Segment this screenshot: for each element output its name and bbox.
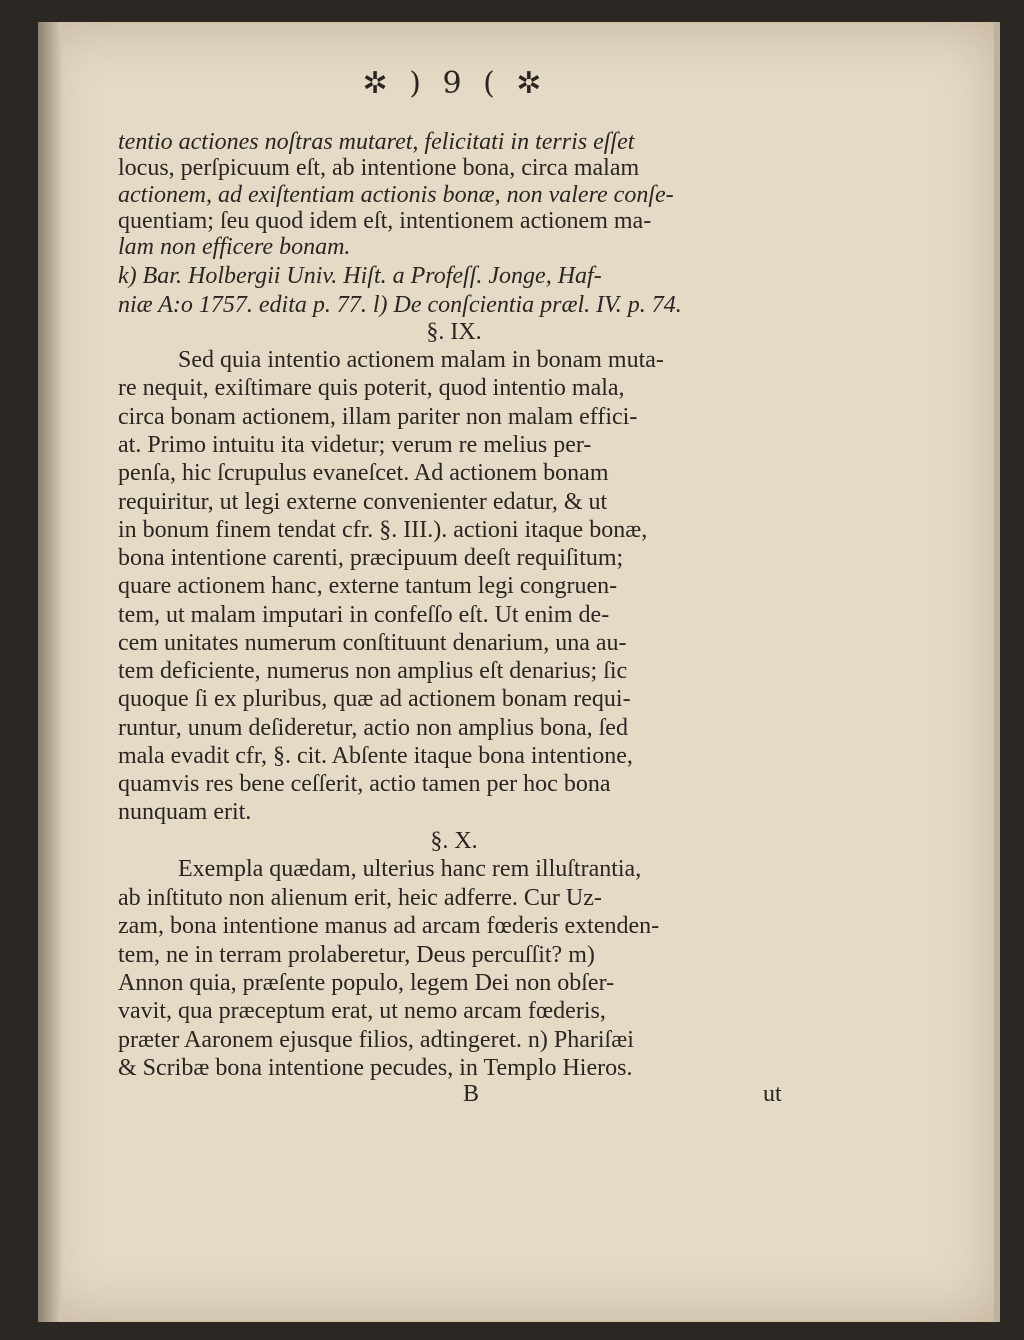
page-footer <box>118 1079 790 1109</box>
text-line: tem deficiente, numerus non amplius eſt denarius; ſic <box>118 658 628 684</box>
text-line: ab inſtituto non alienum erit, heic adferre. Cur Uz- <box>118 885 602 911</box>
text-line: Exempla quædam, ulterius hanc rem illuſtrantia, <box>178 856 642 882</box>
text-line: mala evadit cfr, §. cit. Abſente itaque bona intentione, <box>118 743 633 769</box>
footnote-line: k) Bar. Holbergii Univ. Hiſt. a Profeſſ. Jonge, Haf- <box>118 263 602 289</box>
text-line: præter Aaronem ejusque filios, adtingeret. n) Phariſæi <box>118 1027 634 1053</box>
section-heading: §. IX. <box>426 319 482 345</box>
text-line: cem unitates numerum conſtituunt denarium, una au- <box>118 630 627 656</box>
text-line: quentiam; ſeu quod idem eſt, intentionem actionem ma- <box>118 208 652 234</box>
text-line: nunquam erit. <box>118 799 252 825</box>
signature-mark: B <box>463 1081 480 1107</box>
page-header: ✲ ) 9 ( ✲ <box>362 66 548 101</box>
text-line: bona intentione carenti, præcipuum deeſt requiſitum; <box>118 545 624 571</box>
text-line: Sed quia intentio actionem malam in bonam muta- <box>178 347 664 373</box>
catchword: ut <box>763 1081 782 1107</box>
text-line: in bonum finem tendat cfr. §. III.). actioni itaque bonæ, <box>118 517 648 543</box>
text-line: quoque ſi ex pluribus, quæ ad actionem bonam requi- <box>118 686 631 712</box>
text-line: circa bonam actionem, illam pariter non malam effici- <box>118 404 638 430</box>
footnote-line: niæ A:o 1757. edita p. 77. l) De conſcientia præl. IV. p. 74. <box>118 292 682 318</box>
text-line: quare actionem hanc, externe tantum legi congruen- <box>118 573 618 599</box>
text-line: tem, ne in terram prolaberetur, Deus percuſſit? m) <box>118 942 595 968</box>
text-line: & Scribæ bona intentione pecudes, in Templo Hieros. <box>118 1055 633 1081</box>
text-line: locus, perſpicuum eſt, ab intentione bona, circa malam <box>118 155 640 181</box>
text-line: re nequit, exiſtimare quis poterit, quod intentio mala, <box>118 375 625 401</box>
text-line: tem, ut malam imputari in confeſſo eſt. Ut enim de- <box>118 602 610 628</box>
text-line: penſa, hic ſcrupulus evaneſcet. Ad actionem bonam <box>118 460 609 486</box>
text-line: requiritur, ut legi externe convenienter edatur, & ut <box>118 489 608 515</box>
text-line: at. Primo intuitu ita videtur; verum re melius per- <box>118 432 592 458</box>
page-gutter <box>38 22 62 1322</box>
text-line: zam, bona intentione manus ad arcam fœderis extenden- <box>118 913 660 939</box>
section-heading: §. X. <box>430 828 478 854</box>
page-edge <box>994 22 1000 1322</box>
text-line: vavit, qua præceptum erat, ut nemo arcam fœderis, <box>118 998 606 1024</box>
text-line: runtur, unum deſideretur, actio non amplius bona, ſed <box>118 715 628 741</box>
text-line: actionem, ad exiſtentiam actionis bonæ, non valere conſe- <box>118 182 674 208</box>
text-line: quamvis res bene ceſſerit, actio tamen per hoc bona <box>118 771 611 797</box>
text-line: tentio actiones noſtras mutaret, felicitati in terris eſſet <box>118 129 635 155</box>
text-line: Annon quia, præſente populo, legem Dei non obſer- <box>118 970 615 996</box>
text-line: lam non efficere bonam. <box>118 234 351 260</box>
